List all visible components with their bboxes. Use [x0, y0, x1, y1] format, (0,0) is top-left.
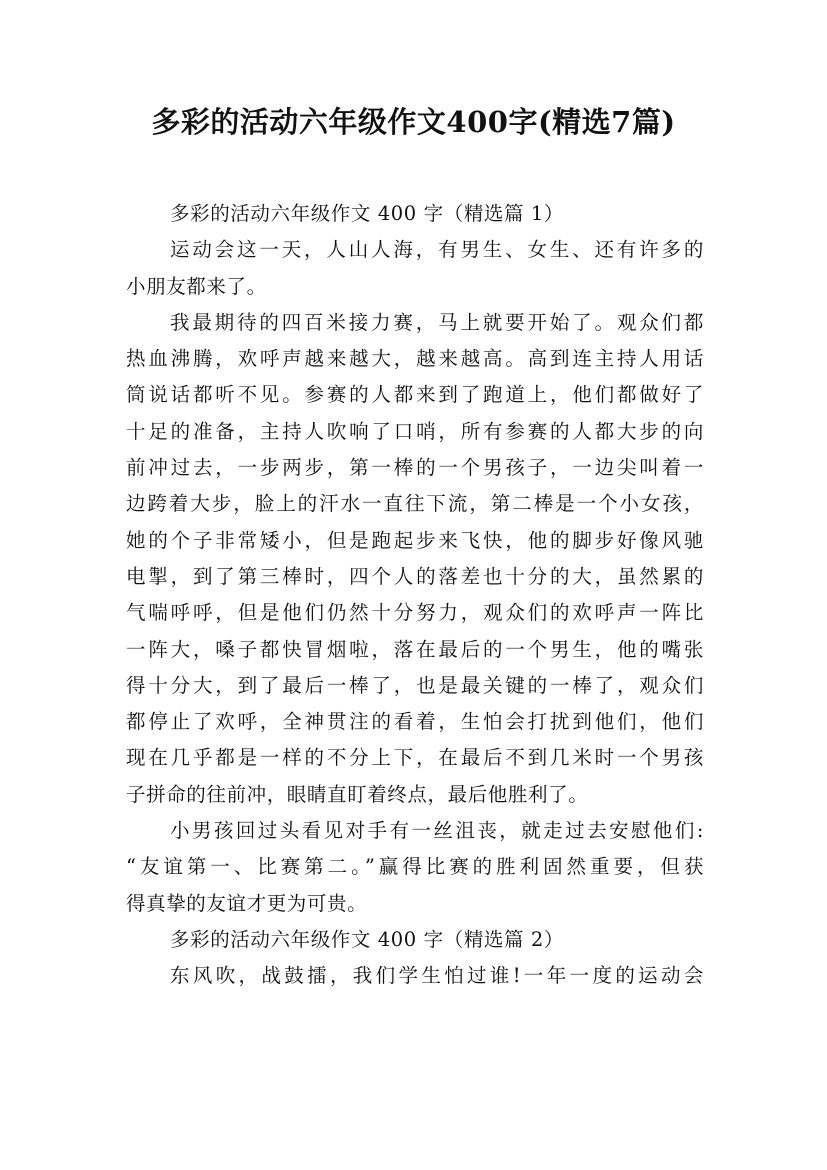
paragraph-line: 子拼命的往前冲，眼睛直盯着终点，最后他胜利了。 [126, 782, 589, 806]
paragraph-line: 得十分大，到了最后一棒了，也是最关键的一棒了，观众们 [126, 673, 704, 697]
document-body [126, 196, 704, 995]
paragraph-line: 边跨着大步，脸上的汗水一直往下流，第二棒是一个小女孩， [126, 492, 704, 516]
paragraph-line: 现在几乎都是一样的不分上下，在最后不到几米时一个男孩 [126, 746, 704, 770]
paragraph-line: 她的个子非常矮小，但是跑起步来飞快，他的脚步好像风驰 [126, 528, 704, 552]
document-title: 多彩的活动六年级作文400字(精选7篇) [151, 105, 676, 139]
paragraph-line: “友谊第一、比赛第二。”赢得比赛的胜利固然重要，但获 [126, 855, 704, 879]
paragraph-line: 气喘呼呼，但是他们仍然十分努力，观众们的欢呼声一阵比 [126, 601, 704, 625]
paragraph-line: 都停止了欢呼，全神贯注的看着，生怕会打扰到他们，他们 [126, 710, 704, 734]
paragraph-line: 东风吹，战鼓擂，我们学生怕过谁!一年一度的运动会 [170, 964, 704, 988]
paragraph-line: 我最期待的四百米接力赛，马上就要开始了。观众们都 [170, 310, 704, 334]
paragraph-line: 筒说话都听不见。参赛的人都来到了跑道上，他们都做好了 [126, 383, 704, 407]
paragraph-line: 得真挚的友谊才更为可贵。 [126, 891, 368, 915]
paragraph-line: 前冲过去，一步两步，第一棒的一个男孩子，一边尖叫着一 [126, 456, 704, 480]
section-heading: 多彩的活动六年级作文 400 字（精选篇 1） [170, 202, 565, 225]
paragraph-line: 电掣，到了第三棒时，四个人的落差也十分的大，虽然累的 [126, 564, 704, 588]
section-heading: 多彩的活动六年级作文 400 字（精选篇 2） [170, 927, 565, 951]
paragraph-line: 运动会这一天，人山人海，有男生、女生、还有许多的 [170, 238, 704, 262]
paragraph-line: 小朋友都来了。 [126, 274, 267, 298]
paragraph-line: 一阵大，嗓子都快冒烟啦，落在最后的一个男生，他的嘴张 [126, 637, 704, 661]
paragraph-line: 十足的准备，主持人吹响了口哨，所有参赛的人都大步的向 [126, 419, 704, 443]
paragraph-line: 热血沸腾，欢呼声越来越大，越来越高。高到连主持人用话 [126, 347, 704, 371]
paragraph-line: 小男孩回过头看见对手有一丝沮丧，就走过去安慰他们: [170, 819, 704, 843]
